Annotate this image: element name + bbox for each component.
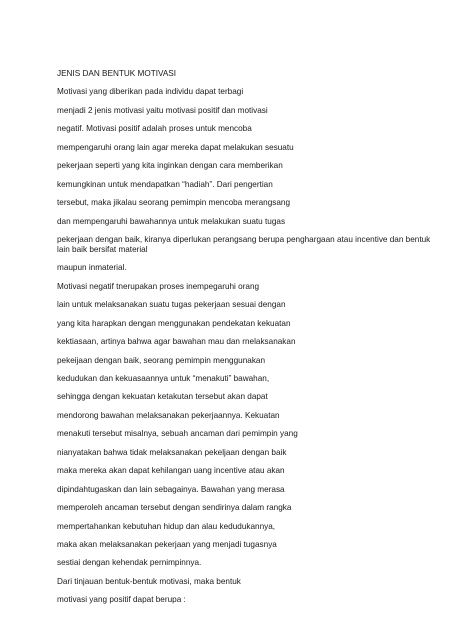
text-line: menjadi 2 jenis motivasi yaitu motivasi positif dan motivasi bbox=[57, 105, 268, 115]
text-line: sehingga dengan kekuatan ketakutan tersebut akan dapat bbox=[57, 392, 268, 402]
text-line: maka mereka akan dapat kehilangan uang incentive atau akan bbox=[57, 466, 285, 476]
text-line: kedudukan dan kekuasaannya untuk “menakuti” bawahan, bbox=[57, 374, 270, 383]
text-line: Motivasi negatif tnerupakan proses inempegaruhi orang bbox=[57, 281, 260, 291]
text-line: mempertahankan kebutuhan hidup dan alau kedudukannya, bbox=[57, 521, 276, 531]
text-line: maupun inmaterial. bbox=[57, 263, 127, 273]
text-line: pekeijaan dengan baik, seorang pemimpin menggunakan bbox=[57, 355, 266, 365]
document-body bbox=[57, 69, 439, 614]
text-line: yang kita harapkan dengan menggunakan pendekatan kekuatan bbox=[57, 318, 291, 328]
text-line: kemungkinan untuk mendapatkan “hadiah”. Dari pengertian bbox=[57, 179, 273, 189]
text-line: menakuti tersebut misalnya, sebuah ancaman dari pemimpin yang bbox=[57, 429, 298, 439]
text-line: Motivasi yang diberikan pada individu dapat terbagi bbox=[57, 87, 244, 97]
text-line: Dari tinjauan bentuk-bentuk motivasi, maka bentuk bbox=[57, 576, 241, 586]
text-line: dipindahtugaskan dan lain sebagainya. Bawahan yang merasa bbox=[57, 484, 285, 494]
text-line: lain untuk melaksanakan suatu tugas pekerjaan sesuai dengan bbox=[57, 300, 286, 310]
text-line: maka akan melaksanakan pekerjaan yang menjadi tugasnya bbox=[57, 539, 277, 549]
text-line: sestiai dengan kehendak pernimpinnya. bbox=[57, 558, 202, 568]
text-line: tersebut, maka jikalau seorang pemimpin mencoba merangsang bbox=[57, 198, 291, 208]
text-line: nianyatakan bahwa tidak melaksanakan pekeljaan dengan baik bbox=[57, 447, 287, 457]
text-line: kektiasaan, artinya bahwa agar bawahan mau dan rnelaksanakan bbox=[57, 337, 296, 347]
text-line: dan mempengaruhi bawahannya untuk melakukan suatu tugas bbox=[57, 216, 286, 226]
text-line: pekerjaan seperti yang kita inginkan dengan cara memberikan bbox=[57, 161, 283, 171]
text-line: mempengaruhi orang lain agar mereka dapat melakukan sesuatu bbox=[57, 142, 294, 152]
document-heading: JENIS DAN BENTUK MOTIVASI bbox=[57, 69, 177, 78]
text-line: memperoleh ancaman tersebut dengan sendirinya dalam rangka bbox=[57, 503, 292, 513]
text-line: motivasi yang positif dapat berupa : bbox=[57, 595, 186, 605]
text-line: mendorong bawahan melaksanakan pekerjaannya. Kekuatan bbox=[57, 410, 280, 420]
text-line-wrapped: pekerjaan dengan baik, kiranya diperlukan perangsang berupa penghargaan atau incentive dan bentuk lain baik bersifat material bbox=[57, 234, 431, 254]
text-line: negatif. Motivasi positif adalah proses untuk mencoba bbox=[57, 124, 252, 134]
